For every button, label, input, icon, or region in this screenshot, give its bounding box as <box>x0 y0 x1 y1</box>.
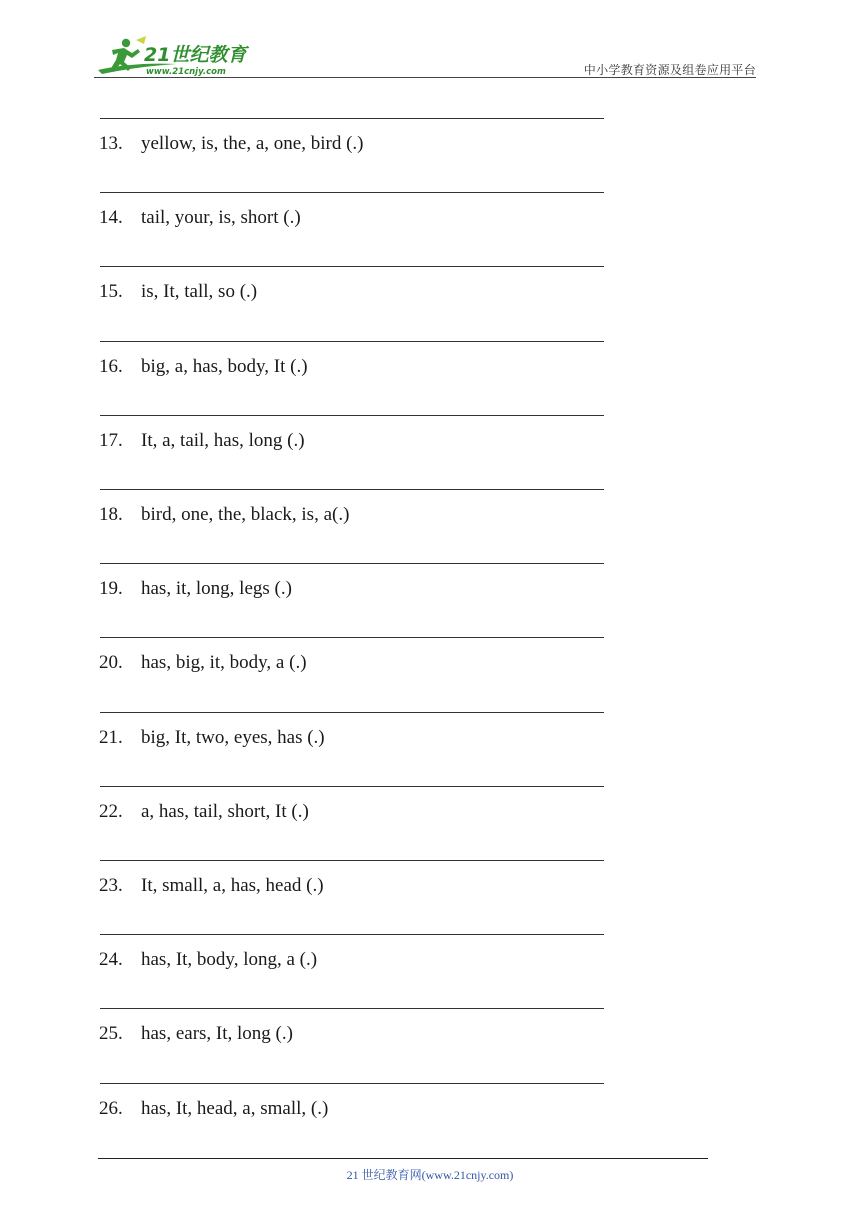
answer-line[interactable] <box>100 1083 604 1084</box>
question-number: 16. <box>99 356 123 377</box>
platform-title: 中小学教育资源及组卷应用平台 <box>583 63 756 77</box>
question-number: 22. <box>99 801 123 822</box>
question-item <box>99 207 301 229</box>
question-item <box>99 504 349 526</box>
question-number: 26. <box>99 1098 123 1119</box>
question-text: has, it, long, legs (.) <box>141 578 292 599</box>
question-item <box>99 949 317 971</box>
answer-line[interactable] <box>100 489 604 490</box>
answer-line[interactable] <box>100 1008 604 1009</box>
answer-line[interactable] <box>100 860 604 861</box>
answer-line[interactable] <box>100 192 604 193</box>
page-header <box>94 34 756 78</box>
footer-divider <box>98 1158 708 1159</box>
question-text: has, big, it, body, a (.) <box>141 652 307 673</box>
question-item <box>99 578 292 600</box>
answer-line[interactable] <box>100 415 604 416</box>
svg-text:21世纪教育: 21世纪教育 <box>144 44 247 66</box>
question-number: 14. <box>99 207 123 228</box>
question-number: 17. <box>99 430 123 451</box>
question-text: has, ears, It, long (.) <box>141 1023 293 1044</box>
question-number: 19. <box>99 578 123 599</box>
question-text: It, small, a, has, head (.) <box>141 875 324 896</box>
answer-line[interactable] <box>100 637 604 638</box>
question-item <box>99 133 364 155</box>
footer-text[interactable]: 21 世纪教育网(www.21cnjy.com) <box>346 1168 514 1182</box>
question-item <box>99 875 324 897</box>
question-number: 18. <box>99 504 123 525</box>
question-text: bird, one, the, black, is, a(.) <box>141 504 350 525</box>
question-item <box>99 356 308 378</box>
question-number: 21. <box>99 727 123 748</box>
answer-line[interactable] <box>100 118 604 119</box>
question-item <box>99 652 307 674</box>
question-item <box>99 281 257 303</box>
question-text: is, It, tall, so (.) <box>141 281 258 302</box>
answer-line[interactable] <box>100 266 604 267</box>
question-number: 20. <box>99 652 123 673</box>
question-item <box>99 1023 293 1045</box>
question-text: tail, your, is, short (.) <box>141 207 301 228</box>
question-number: 23. <box>99 875 123 896</box>
logo-url: www.21cnjy.com <box>146 67 226 77</box>
answer-line[interactable] <box>100 786 604 787</box>
question-item <box>99 801 309 823</box>
question-number: 24. <box>99 949 123 970</box>
question-number: 25. <box>99 1023 123 1044</box>
answer-line[interactable] <box>100 934 604 935</box>
question-item <box>99 1098 328 1120</box>
answer-line[interactable] <box>100 341 604 342</box>
question-number: 15. <box>99 281 123 302</box>
answer-line[interactable] <box>100 563 604 564</box>
question-number: 13. <box>99 133 123 154</box>
question-text: yellow, is, the, a, one, bird (.) <box>141 133 364 154</box>
header-divider <box>94 77 756 78</box>
question-text: a, has, tail, short, It (.) <box>141 801 309 822</box>
question-text: big, It, two, eyes, has (.) <box>141 727 325 748</box>
question-item <box>99 727 325 749</box>
question-item <box>99 430 305 452</box>
question-text: big, a, has, body, It (.) <box>141 356 308 377</box>
21cnjy-logo <box>94 34 264 78</box>
answer-line[interactable] <box>100 712 604 713</box>
question-text: has, It, body, long, a (.) <box>141 949 318 970</box>
question-text: It, a, tail, has, long (.) <box>141 430 305 451</box>
question-text: has, It, head, a, small, (.) <box>141 1098 329 1119</box>
